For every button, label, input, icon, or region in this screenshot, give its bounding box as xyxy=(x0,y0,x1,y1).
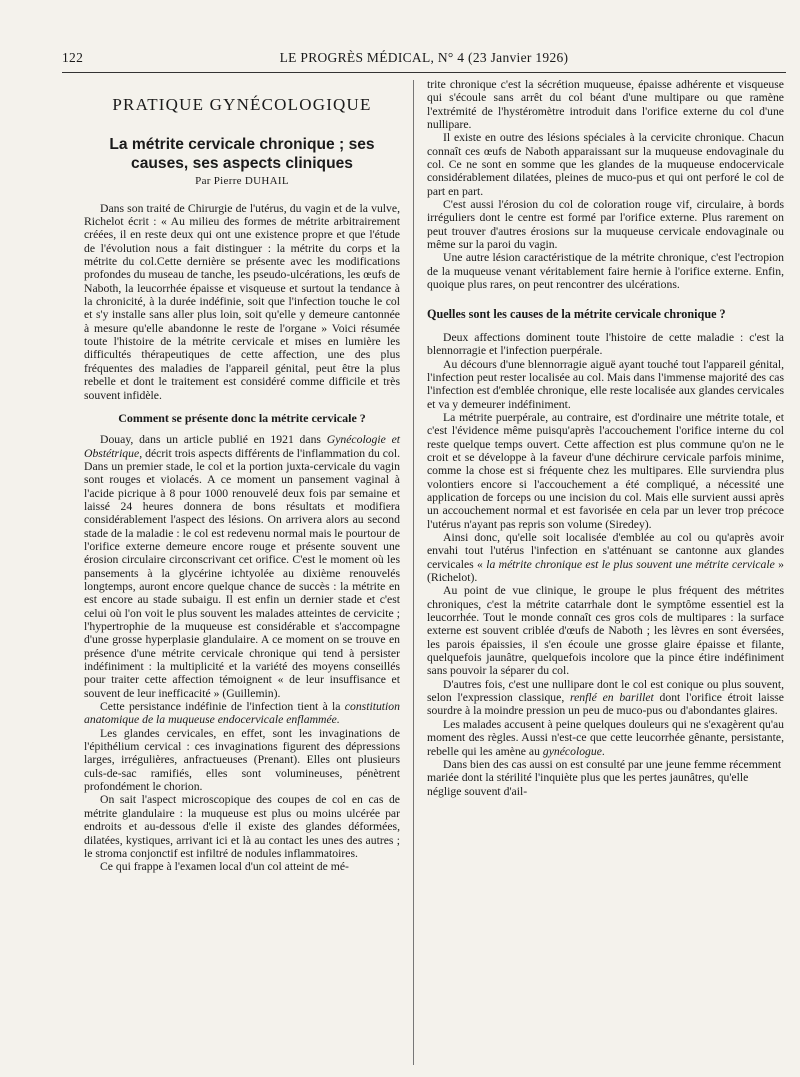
text-run: D'autres fois, c'est une nullipare dont le col est conique ou plus souvent, selon l'expression classique, xyxy=(427,677,784,705)
article-title-line-1: La métrite cervicale chronique ; ses xyxy=(109,136,375,154)
italic-text: gynécologue xyxy=(542,744,602,758)
right-column xyxy=(427,78,784,798)
text-run: , décrit trois aspects différents de l'inflammation du col. Dans un premier stade, le col et la portion juxta-cervicale du vagin sont rouges et violacés. A ce moment un pansement vaginal à l'acide picrique à 8 pour 1000 renouvelé deux fois par semaine et laissé 24 heures donnera de bons résultats et modifiera considérablement l'aspect des lésions. On arrivera alors au second stade de la maladie : le col est redevenu normal mais le pourtour de l'orifice externe demeure encore rouge et présente souvent une érosion circulaire circonscrivant cet orifice. C'est le moment où les pansements à la glycérine ichtyolée au dixième renouvelés longtemps, auront encore quelque chance de succès : la métrite en est encore au stade subaigu. Il est enfin un dernier stade et c'est celui où l'on voit le plus souvent les malades atteintes de cervicite ; l'hypertrophie de la muqueuse est considérable et s'accompagne d'une grosse hyperplasie glandulaire. A ce moment on se trouve en présence d'une métrite cervicale chronique qui tend à persister indéfiniment : la multiplicité et la variété des moyens conseillés pour traiter cette affection témoignent « de leur insuffisance et souvent de leur inefficacité » (Guillemin). xyxy=(84,446,400,700)
paragraph: Ce qui frappe à l'examen local d'un col atteint de mé- xyxy=(100,860,349,874)
paragraph: Les glandes cervicales, en effet, sont les invaginations de l'épithélium cervical : ces invaginations figurent des dépressions larges, irrégulières, anfractueuses (Prenant). Elles ont plusieurs culs-de-sac ramifiés, elles sont volumineuses, pénètrent profondément le chorion. xyxy=(84,726,400,794)
paragraph: Deux affections dominent toute l'histoire de cette maladie : c'est la blennorragie et l'infection puerpérale. xyxy=(427,330,784,358)
paragraph xyxy=(84,700,400,727)
italic-text: constitution anatomique de la muqueuse endocervicale enflammée. xyxy=(84,700,400,727)
text-run: . xyxy=(601,744,605,758)
italic-text: Gynécologie et Obstétrique xyxy=(84,433,401,460)
paragraph: Dans son traité de Chirurgie de l'utérus, du vagin et de la vulve, Richelot écrit : « Au milieu des formes de métrite arbitrairement créées, il en reste deux qui ont une existence propre et que l'étude de l'évolution nous a fait distinguer : la métrite du corps et la métrite du col.Cette dernière se présente avec les modifications profondes du museau de tanche, les pseudo-ulcérations, les œufs de Naboth, la leucorrhée épaisse et visqueuse et surtout la tendance à la chronicité, à la durée indéfinie, soit que l'infection touche le col et s'y installe sans aller plus loin, soit qu'elle y demeure cantonnée à mesure qu'elle abandonne le reste de l'organe » Voici résumée toute l'histoire de la métrite cervicale et mises en lumière les difficultés thérapeutiques de cette affection, une des plus fréquentes des maladies de l'appareil génital, peut être la plus rebelle et dont le traitement est considéré comme difficile et très souvent infidèle. xyxy=(84,201,400,402)
left-column xyxy=(84,78,400,874)
paragraph: On sait l'aspect microscopique des coupes de col en cas de métrite glandulaire : la muqueuse est plus ou moins ulcérée par endroits et au-dessous d'elle il existe des glandes déformées, dilatées, kystiques, arrivant ici et là au contact les unes des autres ; le stroma conjonctif est infiltré de nodules inflammatoires. xyxy=(84,793,400,860)
italic-text: renflé en barillet xyxy=(570,691,654,705)
paragraph: trite chronique c'est la sécrétion muqueuse, épaisse adhérente et visqueuse qui s'écoule sans arrêt du col béant d'une multipare ou que ramène l'extrémité de l'hystéromètre introduit dans l'orifice externe du col d'une nullipare. xyxy=(427,78,784,132)
journal-title: LE PROGRÈS MÉDICAL, N° 4 (23 Janvier 1926) xyxy=(279,50,569,65)
author-byline: Par Pierre DUHAIL xyxy=(195,175,289,188)
paragraph xyxy=(427,531,784,584)
paragraph: Dans bien des cas aussi on est consulté par une jeune femme récemment mariée dont la stérilité l'inquiète plus que les pertes jaunâtres, qu'elle néglige souvent d'ail- xyxy=(427,757,782,798)
text-run: » (Richelot). xyxy=(427,557,785,585)
header-rule xyxy=(62,72,786,73)
section-subheading: Comment se présente donc la métrite cervicale ? xyxy=(118,410,366,425)
paragraph: Au décours d'une blennorragie aiguë ayant touché tout l'appareil génital, l'infection peut rester localisée au col. Mais dans l'immense majorité des cas l'infection est d'emblée chronique, elle reste localisée aux glandes cervicales et va y demeurer indéfiniment. xyxy=(427,357,784,411)
page-header xyxy=(62,50,786,70)
section-subheading: Quelles sont les causes de la métrite cervicale chronique ? xyxy=(427,306,726,321)
paragraph xyxy=(84,433,400,700)
paragraph: Il existe en outre des lésions spéciales à la cervicite chronique. Chacun connaît ces œufs de Naboth apparaissant sur la muqueuse endovaginale du col. Ce ne sont en somme que les glandes de la muqueuse endocervicale considérablement dilatées, pleines de muco-pus et qui ont perforé le col de part en part. xyxy=(427,131,784,198)
article-title-line-2: causes, ses aspects cliniques xyxy=(131,155,353,173)
text-run: Cette persistance indéfinie de l'infection tient à la xyxy=(100,700,345,714)
text-run: Douay, dans un article publié en 1921 dans xyxy=(100,433,327,447)
paragraph: Au point de vue clinique, le groupe le plus fréquent des métrites chroniques, c'est la métrite catarrhale dont le symptôme essentiel est la leucorrhée. Tout le monde connaît ces gros cols de multipares : la surface externe est souvent criblée d'œufs de Naboth ; les lèvres en sont éversées, les parois épaissies, il s'en écoule une grosse glaire épaisse et filante, quelquefois jaunâtre, quelquefois incolore que la pince étire indéfiniment sans pouvoir la séparer du col. xyxy=(427,584,784,678)
text-run: Ainsi donc, qu'elle soit localisée d'emblée au col ou qu'après avoir envahi tout l'utérus l'infection en s'atténuant se cantonne aux glandes cervicales « xyxy=(427,531,784,571)
italic-text: la métrite chronique est le plus souvent une métrite cervicale xyxy=(486,557,775,571)
section-rubric: PRATIQUE GYNÉCOLOGIQUE xyxy=(112,95,372,114)
page-number: 122 xyxy=(62,50,84,65)
paragraph xyxy=(427,678,784,718)
paragraph xyxy=(427,718,784,758)
text-run: dont l'orifice étroit laisse sourdre à la moindre pression un peu de muco-pus ou d'abondantes glaires. xyxy=(427,691,784,718)
paragraph: La métrite puerpérale, au contraire, est d'ordinaire une métrite totale, et c'est l'évidence même puisqu'après l'accouchement l'orifice interne du col reste quelque temps ouvert. Cette affection est plus commune qu'on ne le croit et se développe à la faveur d'une déchirure cervicale parfois minime, comme la chose est si fréquente chez les multipares. Elle surviendra plus volontiers encore si l'accouchement a été compliqué, a nécessité une application de forceps ou une incision du col. Mais elle survient aussi après un accouchement normal et est favorisée en cela par un lever trop précoce l'utérus n'ayant pas repris son volume (Siredey). xyxy=(427,410,784,531)
text-run: Les malades accusent à peine quelques douleurs qui ne s'exagèrent qu'au moment des règles. Aussi n'est-ce que cette leucorrhée gênante, persistante, rebelle qui les amène au xyxy=(427,717,784,758)
column-divider xyxy=(413,80,414,1065)
paragraph: C'est aussi l'érosion du col de coloration rouge vif, circulaire, à bords irréguliers dont le centre est formé par l'orifice externe. Plus rarement on peut trouver d'autres érosions sur la muqueuse cervicale endovaginale ou même sur la paroi du vagin. xyxy=(427,198,784,252)
paragraph: Une autre lésion caractéristique de la métrite chronique, c'est l'ectropion de la muqueuse venant véritablement faire hernie à l'orifice externe. Enfin, quoique plus rares, on peut rencontrer des ulcérations. xyxy=(427,251,784,292)
article-title xyxy=(84,135,400,173)
